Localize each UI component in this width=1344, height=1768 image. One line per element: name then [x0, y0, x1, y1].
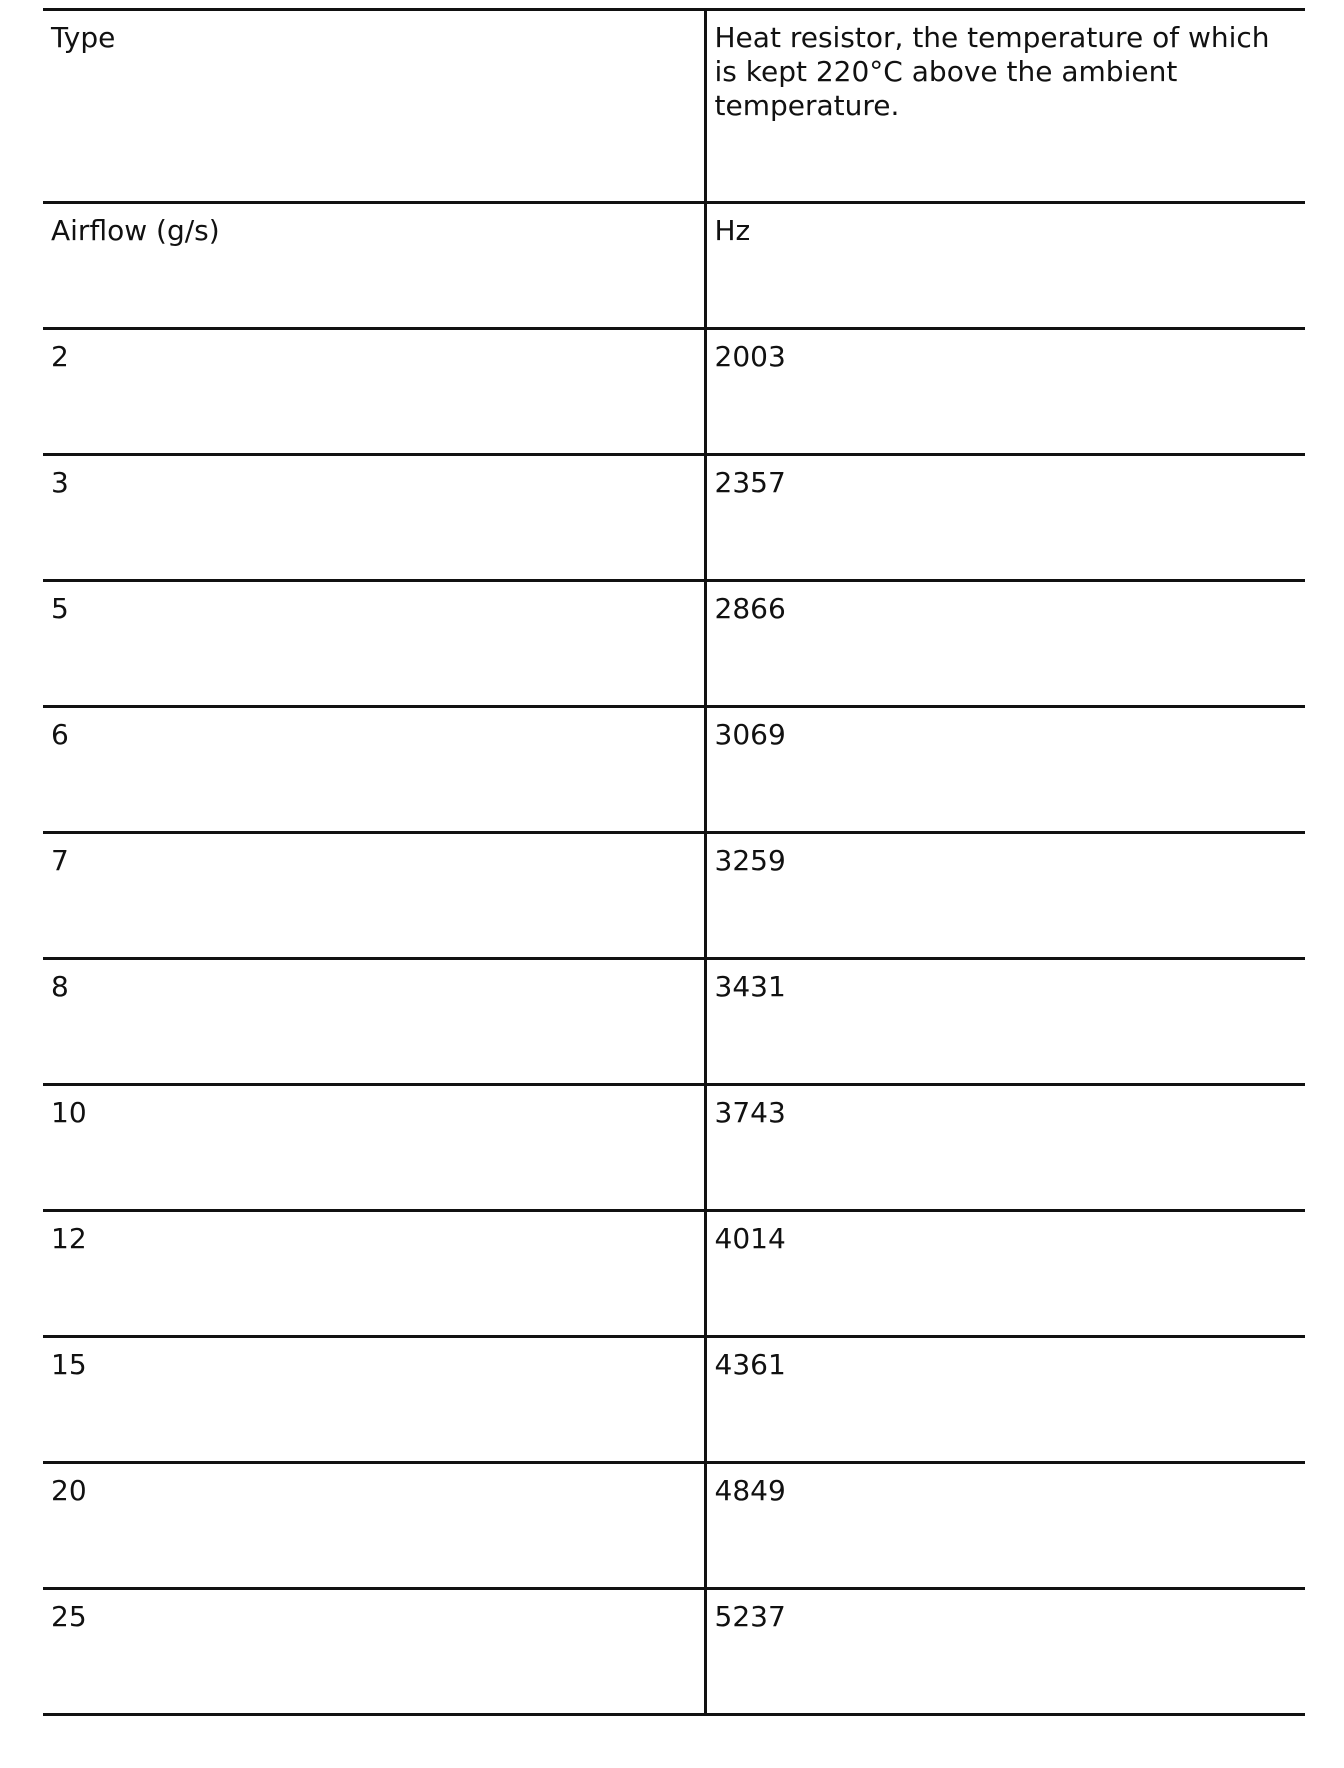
table-row [43, 959, 1305, 1085]
table-row [43, 1337, 1305, 1463]
frequency-cell: 2003 [714, 340, 786, 373]
table-row [43, 455, 1305, 581]
table-row [43, 329, 1305, 455]
frequency-cell: 3431 [714, 970, 786, 1003]
airflow-cell: 10 [43, 1085, 705, 1211]
table-row [43, 707, 1305, 833]
frequency-cell: 3259 [714, 844, 786, 877]
airflow-cell: 8 [43, 959, 705, 1085]
frequency-unit-header: Hz [714, 214, 751, 247]
table-row [43, 1211, 1305, 1337]
table-row [43, 1463, 1305, 1589]
frequency-cell: 3743 [714, 1096, 786, 1129]
frequency-cell: 2357 [714, 466, 786, 499]
airflow-cell: 3 [43, 455, 705, 581]
frequency-cell: 2866 [714, 592, 786, 625]
table-row [43, 1085, 1305, 1211]
frequency-cell: 4361 [714, 1348, 786, 1381]
table-row [43, 581, 1305, 707]
frequency-cell: 5237 [714, 1600, 786, 1633]
airflow-cell: 2 [43, 329, 705, 455]
airflow-cell: 7 [43, 833, 705, 959]
airflow-unit-header: Airflow (g/s) [43, 203, 705, 329]
airflow-frequency-table [43, 8, 1305, 1716]
frequency-cell: 4014 [714, 1222, 786, 1255]
airflow-cell: 6 [43, 707, 705, 833]
airflow-cell: 20 [43, 1463, 705, 1589]
type-description-cell: Heat resistor, the temperature of which is kept 220°C above the ambient temperature. [714, 21, 1270, 122]
frequency-cell: 4849 [714, 1474, 786, 1507]
frequency-cell: 3069 [714, 718, 786, 751]
airflow-cell: 5 [43, 581, 705, 707]
airflow-cell: 15 [43, 1337, 705, 1463]
airflow-cell: 25 [43, 1589, 705, 1715]
units-row [43, 203, 1305, 329]
table-row [43, 833, 1305, 959]
table-row [43, 1589, 1305, 1715]
table-body [43, 10, 1305, 1715]
header-row [43, 10, 1305, 203]
type-label-cell: Type [43, 10, 705, 203]
airflow-cell: 12 [43, 1211, 705, 1337]
